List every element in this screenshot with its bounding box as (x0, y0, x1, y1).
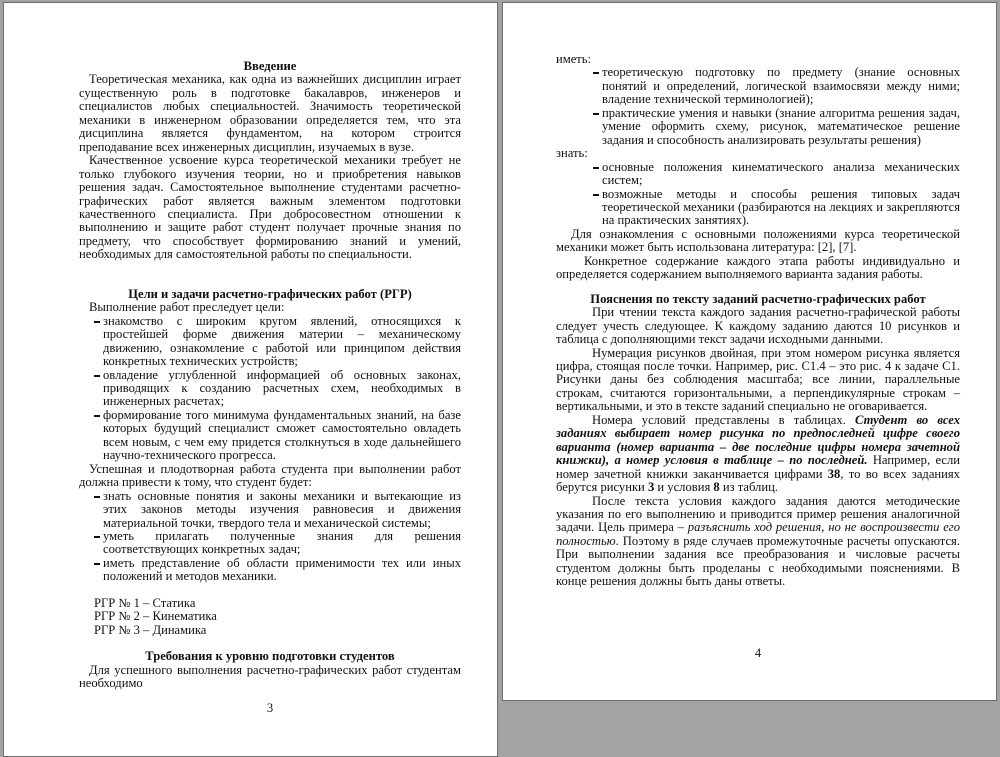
goals-lead: Выполнение работ преследует цели: (89, 300, 285, 315)
rgr-item: РГР № 2 – Кинематика (94, 609, 217, 624)
text: из таблиц. (719, 480, 778, 495)
rgr-list (79, 597, 461, 637)
list-item: уметь прилагать полученные знания для решения соответствующих конкретных задач; (79, 530, 461, 557)
page-number: 3 (266, 701, 274, 716)
have-list (578, 66, 960, 147)
text: После текста условия каждого задания даются методические указания по его выполнению и приводится пример решения аналогичной задачи. Цель примера – (556, 493, 960, 535)
know-list (578, 161, 960, 228)
bold-number: 8 (713, 480, 720, 495)
have-label: иметь: (556, 52, 592, 66)
results-list (79, 490, 461, 584)
list-item: теоретическую подготовку по предмету (знание основных понятий и определений, логической взаимосвязи между ними; владение технической терминологией); (578, 66, 960, 106)
bold-number: 38 (827, 466, 841, 481)
list-item: возможные методы и способы решения типовых задач теоретической механики (разбираются на лекциях и закрепляются на практических занятиях). (578, 188, 960, 228)
section-title-requirements: Требования к уровню подготовки студентов (145, 649, 395, 664)
intro-paragraph-2: Качественное усвоение курса теоретической механики требует не только глубокого изучения теории, но и приобретения навыков решения задач. Самостоятельное выполнение студентами расчетно-графических работ является важным элементом подготовки качественного специалиста. При добросовестном отношении к выполнению и защите работ студент получает прочные знания по предмету, что способствует формированию знаний и умений, необходимых для самостоятельной работы по специальности. (79, 153, 461, 262)
section-title-goals: Цели и задачи расчетно-графических работ (РГР) (128, 286, 412, 301)
italic-text: разъяснить ход решения, но не воспроизвести его полностью (556, 520, 961, 548)
goals-list (79, 315, 461, 463)
bold-number: 3 (647, 480, 655, 495)
literature-paragraph: Для ознакомления с основными положениями курса теоретической механики может быть использована литература: [2], [7]. (556, 226, 960, 255)
list-item: основные положения кинематического анализа механических систем; (578, 161, 960, 188)
document-page-3 (3, 2, 498, 757)
requirements-paragraph: Для успешного выполнения расчетно-графических работ студентам необходимо (79, 662, 461, 691)
text: и условия (654, 480, 714, 495)
section-title-explanations: Пояснения по тексту заданий расчетно-графических работ (590, 291, 926, 306)
text: Например, если номер зачетной книжки заканчивается цифрами (556, 453, 960, 481)
rgr-item: РГР № 1 – Статика (94, 595, 196, 610)
page-number: 4 (754, 645, 762, 660)
document-page-4 (502, 2, 997, 701)
explanation-paragraph-3 (556, 414, 960, 495)
explanation-paragraph-4 (556, 495, 960, 589)
know-label: знать: (556, 146, 588, 161)
list-item: знакомство с широким кругом явлений, относящихся к простейшей форме движения материи – механическому движению, ознакомление с работой или принципом действия конкретных технических устройств; (79, 315, 461, 369)
list-item: овладение углубленной информацией об основных законах, приводящих к созданию расчетных схем, необходимых в инженерных расчетах; (79, 369, 461, 409)
text: Номера условий представлены в таблицах. (592, 412, 856, 427)
rgr-item: РГР № 3 – Динамика (94, 622, 207, 637)
list-item: формирование того минимума фундаментальных знаний, на базе которых будущий специалист сможет самостоятельно овладеть всем новым, с чем ему придется столкнуться в ходе дальнейшего научно-технического прогресса. (79, 409, 461, 463)
content-paragraph: Конкретное содержание каждого этапа работы индивидуально и определяется содержанием выполняемого варианта задания работы. (556, 253, 960, 282)
intro-paragraph-1: Теоретическая механика, как одна из важнейших дисциплин играет существенную роль в подготовке бакалавров, инженеров и специалистов любых специальностей. Значимость теоретической механики в инженерном образовании определяется тем, что эта дисциплина является фундаментом, на котором строится преподавание всех инженерных дисциплин, изучаемых в вузе. (79, 72, 461, 154)
emphasis-text: Студент во всех заданиях выбирает номер рисунка по предпоследней цифре своего варианта (номер варианта – две последние цифры номера зачетной книжки), а номер условия в таблице – по последней. (556, 412, 960, 468)
list-item: знать основные понятия и законы механики и вытекающие из этих законов методы изучения равновесия и движения материальной точки, твердого тела и механической системы; (79, 490, 461, 530)
text: , то во всех заданиях берутся рисунки (556, 466, 960, 495)
explanation-paragraph-2: Нумерация рисунков двойная, при этом номером рисунка является цифра, стоящая после точки. Например, рис. С1.4 – это рис. 4 к задаче С1. Рисунки даны без соблюдения масштаба; все линии, параллельные строкам, считаются горизонтальными, а перпендикулярные строкам – вертикальными, и это в тексте заданий специально не оговаривается. (556, 345, 960, 414)
list-item: практические умения и навыки (знание алгоритма решения задач, умение оформить схему, рисунок, математическое решение задания и способность анализировать результаты решения) (578, 107, 960, 147)
results-lead: Успешная и плодотворная работа студента при выполнении работ должна привести к тому, что студент будет: (79, 461, 461, 490)
text: . Поэтому в ряде случаев промежуточные расчеты опускаются. При выполнении задания все преобразования и числовые расчеты студентом должны быть проделаны с необходимыми пояснениями. В конце решения должны быть даны ответы. (556, 533, 960, 589)
section-title-introduction: Введение (243, 59, 297, 73)
list-item: иметь представление об области применимости тех или иных положений и методов механики. (79, 557, 461, 584)
explanation-paragraph-1: При чтении текста каждого задания расчетно-графической работы следует учесть следующее. К каждому заданию даются 10 рисунков и таблица с дополняющими текст задачи исходными данными. (556, 305, 960, 347)
